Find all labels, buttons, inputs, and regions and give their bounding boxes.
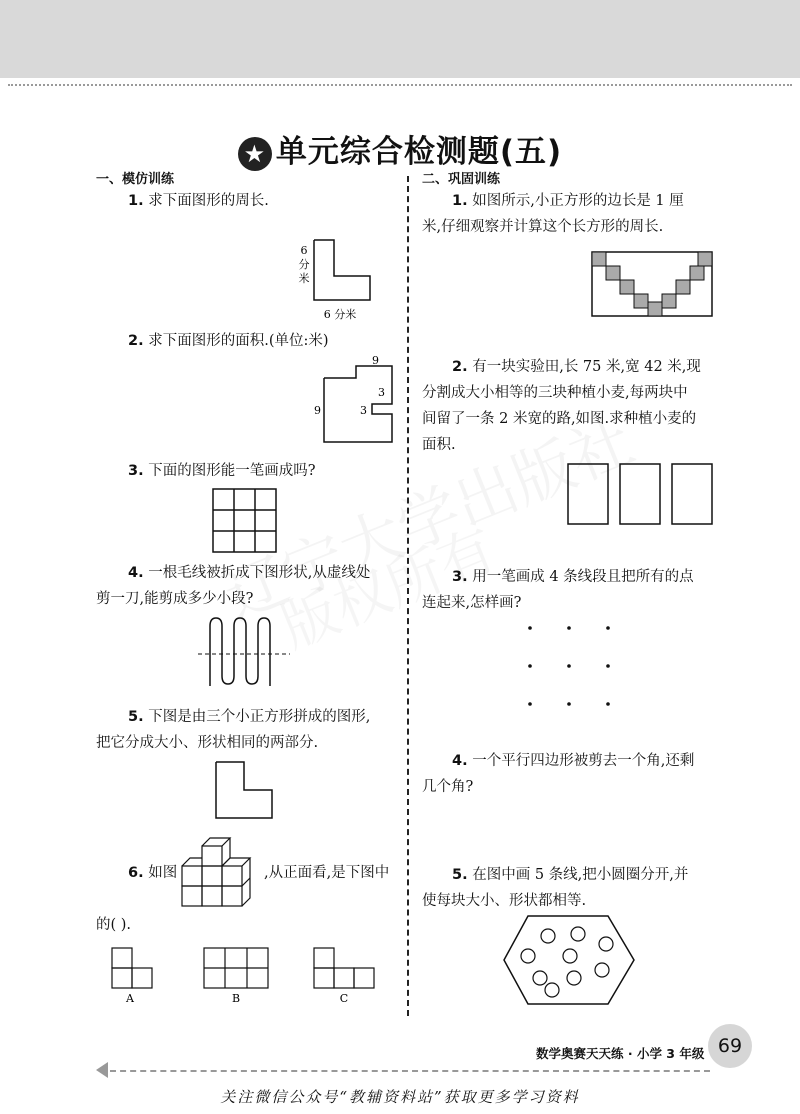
footer-book-title: 数学奥赛天天练 · 小学 3 年级 [536, 1046, 705, 1061]
question-l2: 2. 求下面图形的面积.(单位:米) [128, 333, 329, 349]
footer-arrow-icon [96, 1062, 108, 1078]
right-section-heading: 二、巩固训练 [422, 172, 501, 187]
figure-r2-field [566, 462, 716, 528]
page-title-text: 单元综合检测题(五) [275, 134, 563, 170]
option-c-label: C [339, 992, 349, 1005]
question-l5-line2: 把它分成大小、形状相同的两部分. [96, 735, 319, 751]
fig1-side-label-2: 分 [298, 258, 310, 271]
column-divider [407, 176, 409, 1016]
figure-l6-options [108, 944, 378, 1006]
page-number: 69 [708, 1024, 752, 1068]
figure-l5-l-shape [214, 760, 274, 820]
figure-r5-hexagon [502, 914, 638, 1006]
figure-l3-grid [212, 488, 278, 554]
fig2-notch-label: 3 [378, 386, 385, 399]
figure-l6-cubes [180, 834, 264, 912]
footer-divider [110, 1070, 710, 1072]
question-r4-line2: 几个角? [422, 779, 474, 795]
figure-r3-dots [524, 622, 616, 712]
question-r2-line3: 间留了一条 2 米宽的路,如图.求种植小麦的 [422, 411, 697, 427]
question-r1-line2: 米,仔细观察并计算这个长方形的周长. [422, 219, 664, 235]
fig1-side-label-1: 6 [300, 244, 308, 257]
star-icon: ★ [238, 137, 272, 171]
figure-l4-yarn [196, 614, 292, 690]
question-r1: 1. 如图所示,小正方形的边长是 1 厘 [452, 193, 684, 209]
question-l6-line2: 的( ). [96, 917, 132, 933]
fig2-notch-depth-label: 3 [360, 404, 367, 417]
question-r3-line2: 连起来,怎样画? [422, 595, 522, 611]
option-a-label: A [126, 992, 134, 1005]
question-l1: 1. 求下面图形的周长. [128, 193, 269, 209]
question-r2: 2. 有一块实验田,长 75 米,宽 42 米,现 [452, 359, 701, 375]
question-r5-line2: 使每块大小、形状都相等. [422, 893, 587, 909]
fig2-top-label: 9 [372, 354, 379, 367]
question-r2-line4: 面积. [422, 437, 456, 453]
question-r5: 5. 在图中画 5 条线,把小圆圈分开,并 [452, 867, 689, 883]
header-band [0, 0, 800, 78]
question-l4: 4. 一根毛线被折成下图形状,从虚线处 [128, 565, 371, 581]
page-title [0, 126, 800, 171]
header-divider [8, 84, 792, 86]
question-l4-line2: 剪一刀,能剪成多少小段? [96, 591, 254, 607]
left-section-heading: 一、模仿训练 [96, 172, 175, 187]
figure-l2-area [308, 354, 398, 448]
figure-r1-rectangle [590, 250, 716, 320]
fig1-side-label-3: 米 [298, 272, 310, 285]
question-r4: 4. 一个平行四边形被剪去一个角,还剩 [452, 753, 695, 769]
question-l6: 6. 如图 [128, 865, 178, 881]
option-b-label: B [231, 992, 241, 1005]
question-l3: 3. 下面的图形能一笔画成吗? [128, 463, 316, 479]
fig1-bottom-label: 6 分米 [323, 308, 357, 321]
fig2-left-label: 9 [314, 404, 321, 417]
question-l6-post: ,从正面看,是下图中 [264, 865, 390, 881]
footer-note: 关注微信公众号“教辅资料站”获取更多学习资料 [220, 1088, 580, 1106]
question-l5: 5. 下图是由三个小正方形拼成的图形, [128, 709, 371, 725]
question-r3: 3. 用一笔画成 4 条线段且把所有的点 [452, 569, 694, 585]
figure-l1-perimeter [290, 236, 380, 322]
question-r2-line2: 分割成大小相等的三块种植小麦,每两块中 [422, 385, 688, 401]
